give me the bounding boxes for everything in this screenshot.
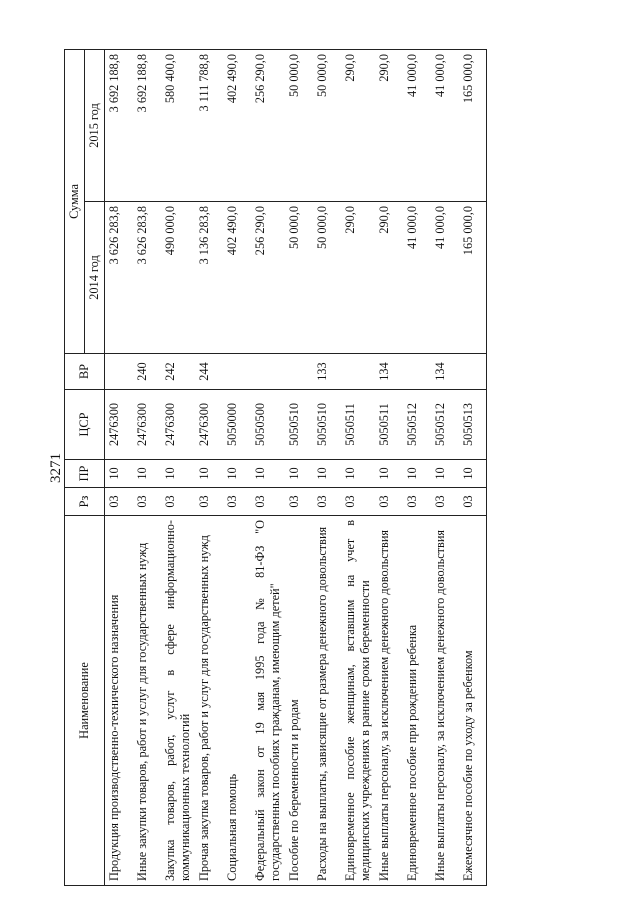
table-row	[375, 49, 403, 885]
header-year-2015: 2015 год	[85, 49, 105, 201]
row-pr: 10	[403, 460, 431, 488]
row-vr	[403, 354, 431, 390]
row-sum-2015: 3 692 188,8	[133, 49, 161, 201]
row-name: Иные выплаты персоналу, за исключением денежного довольствия	[431, 516, 459, 886]
row-rz: 03	[341, 488, 375, 516]
row-rz: 03	[223, 488, 251, 516]
table-header	[65, 49, 105, 885]
row-sum-2014: 41 000,0	[403, 202, 431, 354]
header-vr: ВР	[65, 354, 105, 390]
row-rz: 03	[403, 488, 431, 516]
row-rz: 03	[459, 488, 487, 516]
row-sum-2014: 402 490,0	[223, 202, 251, 354]
row-pr: 10	[251, 460, 285, 488]
header-name: Наименование	[65, 516, 105, 886]
table-row	[285, 49, 313, 885]
row-vr	[223, 354, 251, 390]
table-row	[341, 49, 375, 885]
row-sum-2015: 165 000,0	[459, 49, 487, 201]
row-csr: 5050510	[285, 390, 313, 460]
table-row	[133, 49, 161, 885]
row-rz: 03	[133, 488, 161, 516]
row-csr: 5050512	[403, 390, 431, 460]
row-sum-2014: 3 136 283,8	[195, 202, 223, 354]
table-row	[223, 49, 251, 885]
row-sum-2015: 256 290,0	[251, 49, 285, 201]
row-csr: 2476300	[195, 390, 223, 460]
header-sum: Сумма	[65, 49, 85, 353]
row-pr: 10	[195, 460, 223, 488]
row-sum-2014: 50 000,0	[313, 202, 341, 354]
row-csr: 5050511	[341, 390, 375, 460]
row-csr: 5050512	[431, 390, 459, 460]
row-csr: 2476300	[133, 390, 161, 460]
row-sum-2015: 402 490,0	[223, 49, 251, 201]
row-vr: 244	[195, 354, 223, 390]
table-row	[251, 49, 285, 885]
row-vr: 134	[431, 354, 459, 390]
row-vr: 133	[313, 354, 341, 390]
row-csr: 5050511	[375, 390, 403, 460]
table-row	[313, 49, 341, 885]
row-pr: 10	[285, 460, 313, 488]
row-vr: 134	[375, 354, 403, 390]
row-sum-2015: 41 000,0	[431, 49, 459, 201]
row-rz: 03	[285, 488, 313, 516]
row-sum-2015: 3 692 188,8	[105, 49, 133, 201]
row-name: Социальная помощь	[223, 516, 251, 886]
row-csr: 2476300	[105, 390, 133, 460]
row-name: Закупка товаров, работ, услуг в сфере информационно-коммуникационных технологий	[161, 516, 195, 886]
row-csr: 5050000	[223, 390, 251, 460]
row-pr: 10	[133, 460, 161, 488]
row-pr: 10	[161, 460, 195, 488]
row-sum-2014: 50 000,0	[285, 202, 313, 354]
row-vr	[105, 354, 133, 390]
row-vr: 242	[161, 354, 195, 390]
table-row	[403, 49, 431, 885]
table-row	[161, 49, 195, 885]
table-body	[105, 49, 487, 885]
row-sum-2014: 256 290,0	[251, 202, 285, 354]
row-sum-2014: 3 626 283,8	[105, 202, 133, 354]
row-name: Иные выплаты персоналу, за исключением денежного довольствия	[375, 516, 403, 886]
row-vr: 240	[133, 354, 161, 390]
row-rz: 03	[105, 488, 133, 516]
row-sum-2015: 41 000,0	[403, 49, 431, 201]
row-name: Единовременное пособие при рождении ребенка	[403, 516, 431, 886]
row-sum-2015: 50 000,0	[285, 49, 313, 201]
row-pr: 10	[459, 460, 487, 488]
rotated-table-area	[48, 48, 608, 888]
row-rz: 03	[375, 488, 403, 516]
row-rz: 03	[313, 488, 341, 516]
row-csr: 5050513	[459, 390, 487, 460]
header-pr: ПР	[65, 460, 105, 488]
row-sum-2015: 580 400,0	[161, 49, 195, 201]
row-sum-2014: 41 000,0	[431, 202, 459, 354]
row-name: Прочая закупка товаров, работ и услуг для государственных нужд	[195, 516, 223, 886]
row-rz: 03	[161, 488, 195, 516]
header-rz: Рз	[65, 488, 105, 516]
row-name: Расходы на выплаты, зависящие от размера денежного довольствия	[313, 516, 341, 886]
row-vr	[251, 354, 285, 390]
row-sum-2015: 290,0	[341, 49, 375, 201]
row-sum-2014: 165 000,0	[459, 202, 487, 354]
row-rz: 03	[251, 488, 285, 516]
row-sum-2015: 290,0	[375, 49, 403, 201]
row-vr	[285, 354, 313, 390]
row-name: Федеральный закон от 19 мая 1995 года № 81-ФЗ "О государственных пособиях гражданам, имеющим детей"	[251, 516, 285, 886]
table-row	[431, 49, 459, 885]
page-number: 3271	[48, 453, 64, 483]
row-name: Единовременное пособие женщинам, вставшим на учет в медицинских учреждениях в ранние сроки беременности	[341, 516, 375, 886]
row-csr: 5050500	[251, 390, 285, 460]
row-pr: 10	[431, 460, 459, 488]
row-pr: 10	[105, 460, 133, 488]
row-rz: 03	[431, 488, 459, 516]
budget-table	[64, 49, 487, 886]
header-csr: ЦСР	[65, 390, 105, 460]
row-sum-2014: 290,0	[375, 202, 403, 354]
table-row	[105, 49, 133, 885]
row-name: Продукция производственно-технического назначения	[105, 516, 133, 886]
row-csr: 5050510	[313, 390, 341, 460]
row-sum-2015: 3 111 788,8	[195, 49, 223, 201]
row-name: Ежемесячное пособие по уходу за ребенком	[459, 516, 487, 886]
table-row	[195, 49, 223, 885]
row-pr: 10	[341, 460, 375, 488]
header-year-2014: 2014 год	[85, 202, 105, 354]
row-vr	[341, 354, 375, 390]
row-sum-2015: 50 000,0	[313, 49, 341, 201]
row-pr: 10	[313, 460, 341, 488]
row-pr: 10	[223, 460, 251, 488]
row-pr: 10	[375, 460, 403, 488]
row-sum-2014: 490 000,0	[161, 202, 195, 354]
row-name: Иные закупки товаров, работ и услуг для государственных нужд	[133, 516, 161, 886]
row-rz: 03	[195, 488, 223, 516]
row-sum-2014: 3 626 283,8	[133, 202, 161, 354]
row-vr	[459, 354, 487, 390]
row-csr: 2476300	[161, 390, 195, 460]
row-sum-2014: 290,0	[341, 202, 375, 354]
table-row	[459, 49, 487, 885]
row-name: Пособие по беременности и родам	[285, 516, 313, 886]
